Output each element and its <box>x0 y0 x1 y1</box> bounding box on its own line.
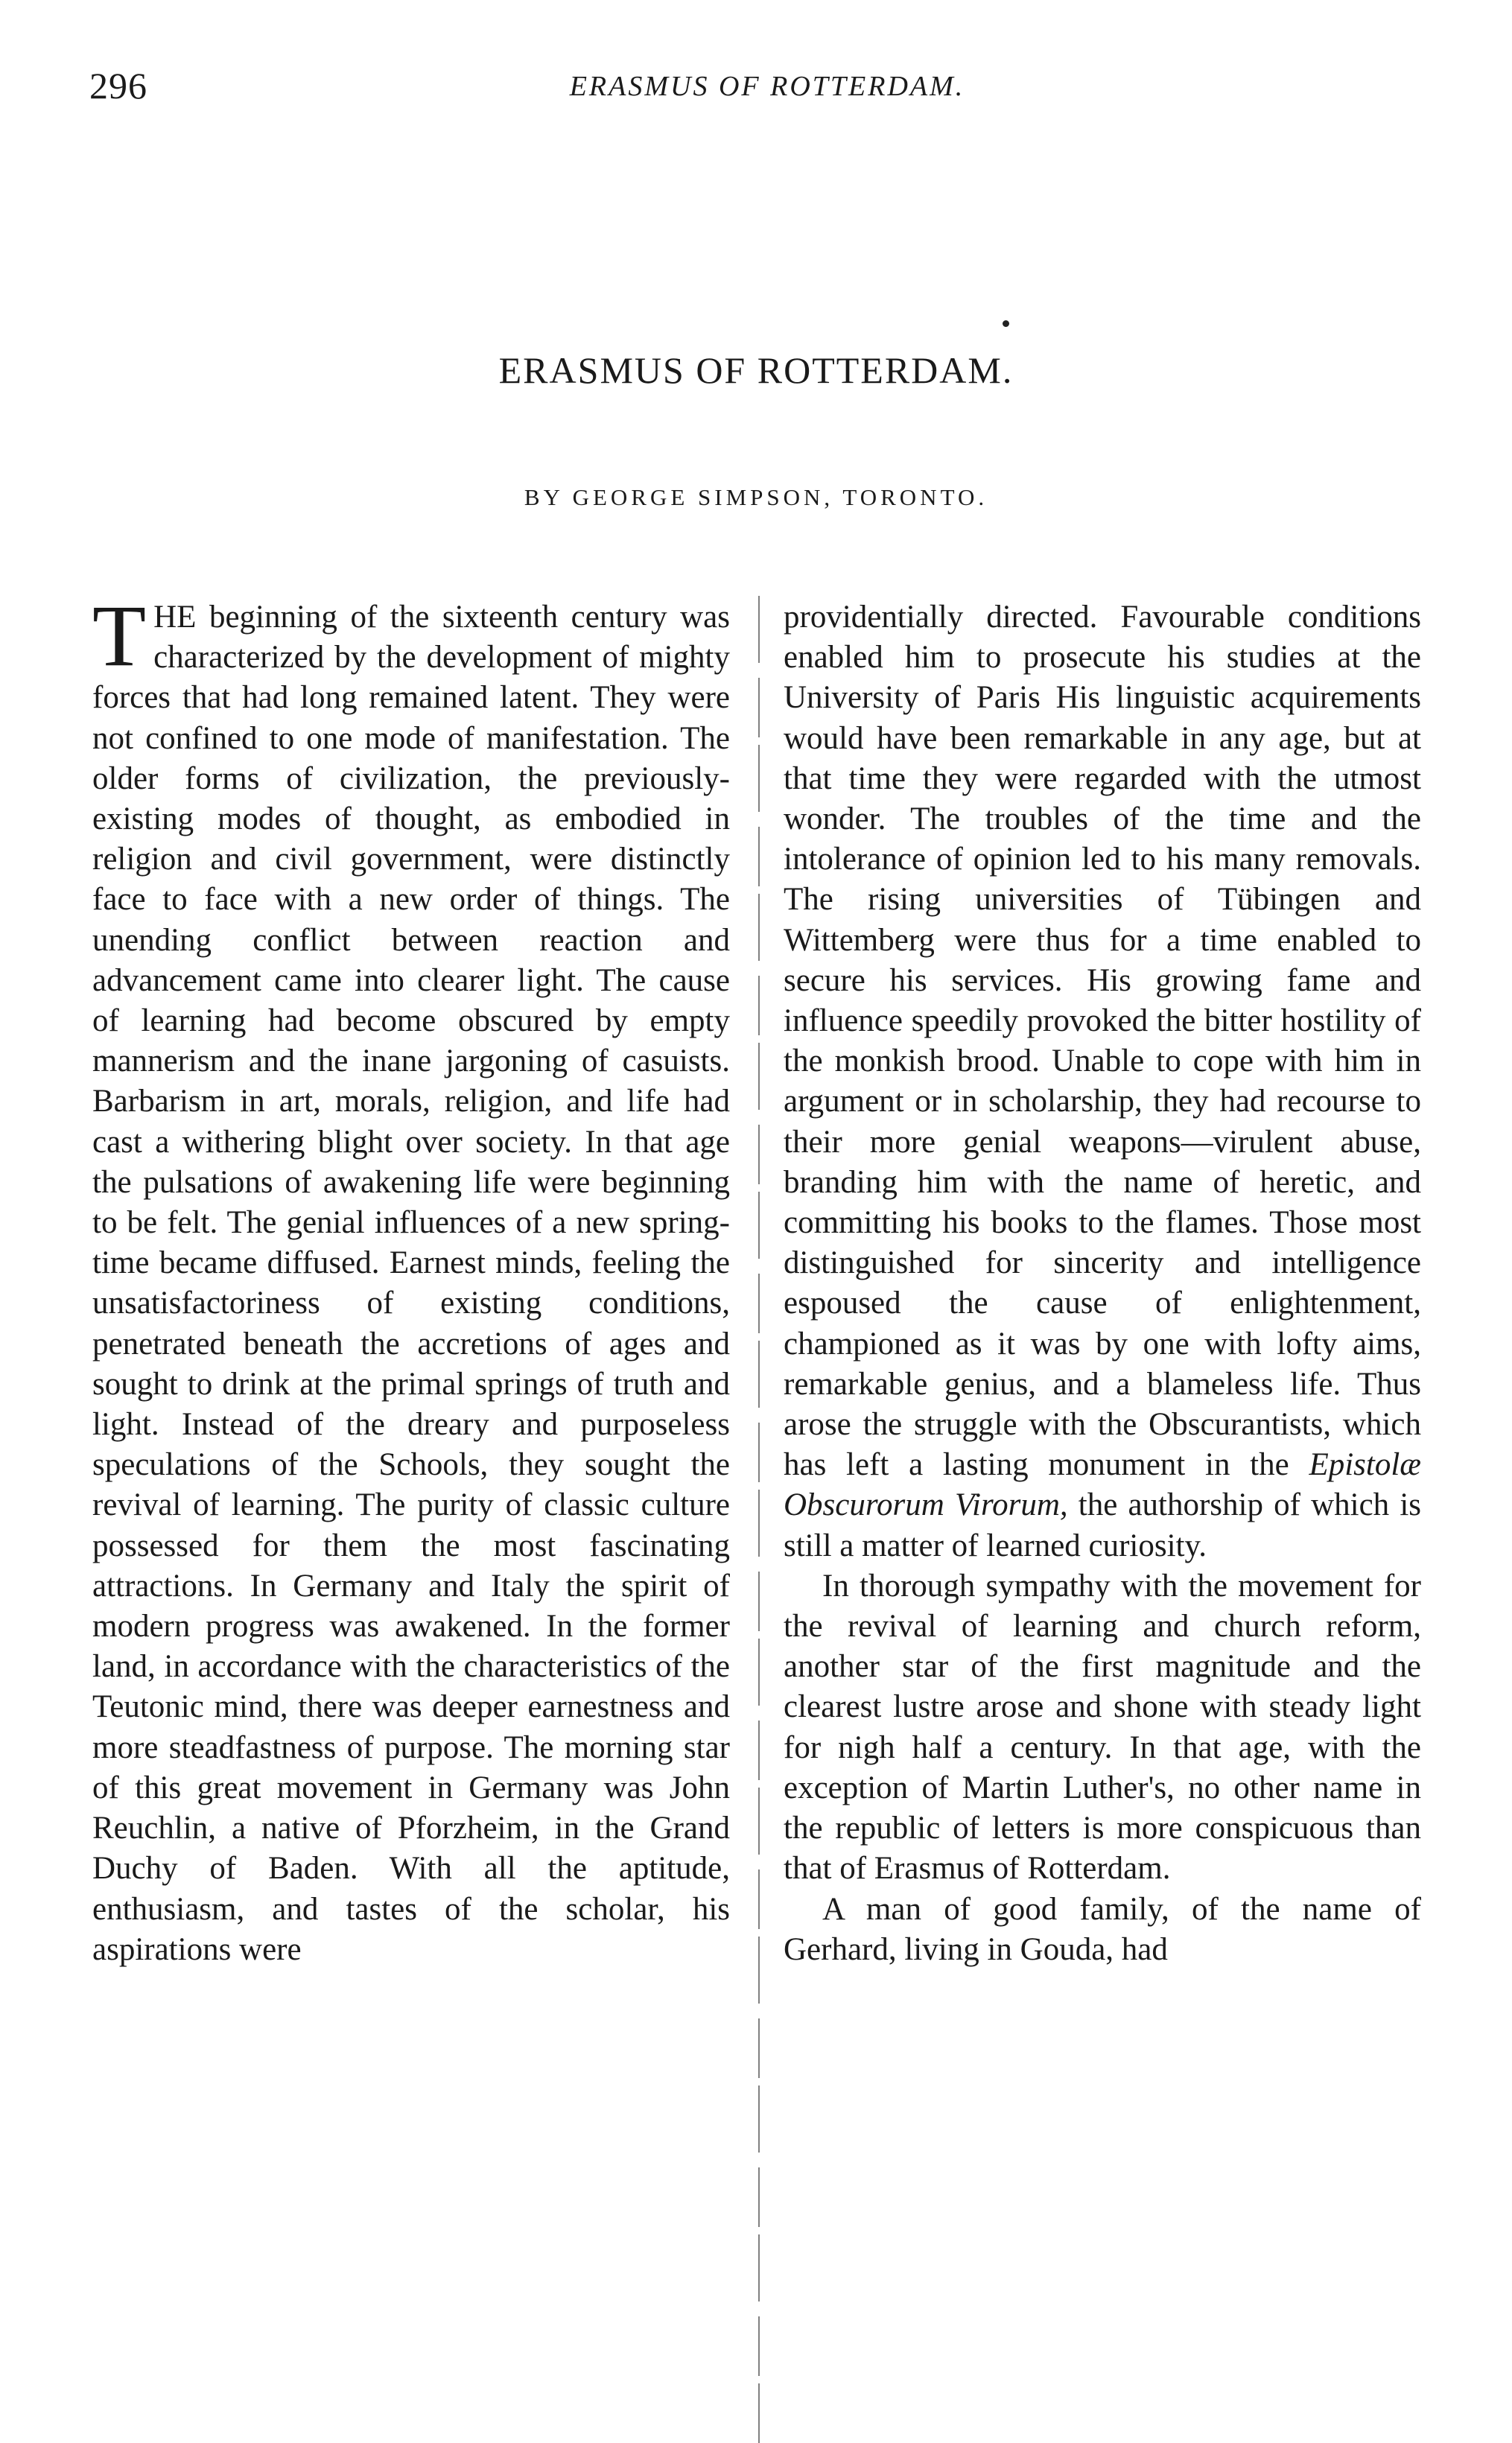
printer-dot <box>1003 320 1009 327</box>
opening-paragraph <box>92 587 730 1970</box>
opening-paragraph-text: HE beginning of the sixteenth century was characterized by the development of mighty forces that had long remained latent. They were not confined to one mode of manifestation. The older forms of civilization, the previously-existing modes of thought, as embodied in religion and civil government, were distinctly face to face with a new order of things. The unending conflict between reaction and advancement came into clearer light. The cause of learning had become obscured by empty mannerism and the inane jargoning of casuists. Barbarism in art, morals, religion, and life had cast a withering blight over society. In that age the pulsations of awakening life were beginning to be felt. The genial influences of a new spring-time became diffused. Earnest minds, feeling the unsatisfactoriness of existing conditions, penetrated beneath the accretions of ages and sought to drink at the primal springs of truth and light. Instead of the dreary and purposeless speculations of the Schools, they sought the revival of learning. The purity of classic culture possessed for them the most fascinating attractions. In Germany and Italy the spirit of modern progress was awakened. In the former land, in accordance with the characteristics of the Teutonic mind, there was deeper earnestness and more steadfastness of purpose. The morning star of this great movement in Germany was John Reuchlin, a native of Pforzheim, in the Grand Duchy of Baden. With all the aptitude, enthusiasm, and tastes of the scholar, his aspirations were <box>92 600 730 1967</box>
running-head <box>89 64 1445 109</box>
latin-work-title: Epistolæ Obscurorum Virorum, <box>784 1447 1421 1523</box>
left-column <box>92 587 730 1970</box>
paragraph-erasmus-intro: In thorough sympathy with the movement for the revival of learning and church reform, another star of the first magnitude and the clearest lustre arose and shone with steady light for nigh half a century. In that age, with the exception of Martin Luther's, no other name in the republic of letters is more conspicuous than that of Erasmus of Rotterdam. <box>784 1568 1421 1887</box>
running-title: ERASMUS OF ROTTERDAM. <box>569 71 965 102</box>
right-column <box>784 597 1421 1970</box>
continued-paragraph-end: the authorship of which is still a matter of learned curiosity. <box>784 1487 1421 1563</box>
byline: BY GEORGE SIMPSON, TORONTO. <box>524 484 988 510</box>
article-title: ERASMUS OF ROTTERDAM. <box>498 349 1014 391</box>
continued-paragraph <box>784 597 1421 1566</box>
continued-paragraph-text: providentially directed. Favourable conditions enabled him to prosecute his studies at the University of Paris His linguistic acquirements would have been remarkable in any age, but at that time they were regarded with the utmost wonder. The troubles of the time and the intolerance of opinion led to his many removals. The rising universities of Tübingen and Wittemberg were thus for a time enabled to secure his services. His growing fame and influence speedily provoked the bitter hostility of the monkish brood. Unable to cope with him in argument or in scholarship, they had recourse to their more genial weapons—virulent abuse, branding him with the name of heretic, and committing his books to the flames. Those most distinguished for sincerity and intelligence espoused the cause of enlightenment, championed as it was by one with lofty aims, remarkable genius, and a blameless life. Thus arose the struggle with the Obscurantists, which has left a lasting monument in the <box>784 600 1421 1483</box>
drop-cap: T <box>92 587 147 684</box>
page-number: 296 <box>89 65 147 107</box>
column-rule <box>758 596 760 2443</box>
paragraph-gerhard: A man of good family, of the name of Gerhard, living in Gouda, had <box>784 1891 1421 1967</box>
